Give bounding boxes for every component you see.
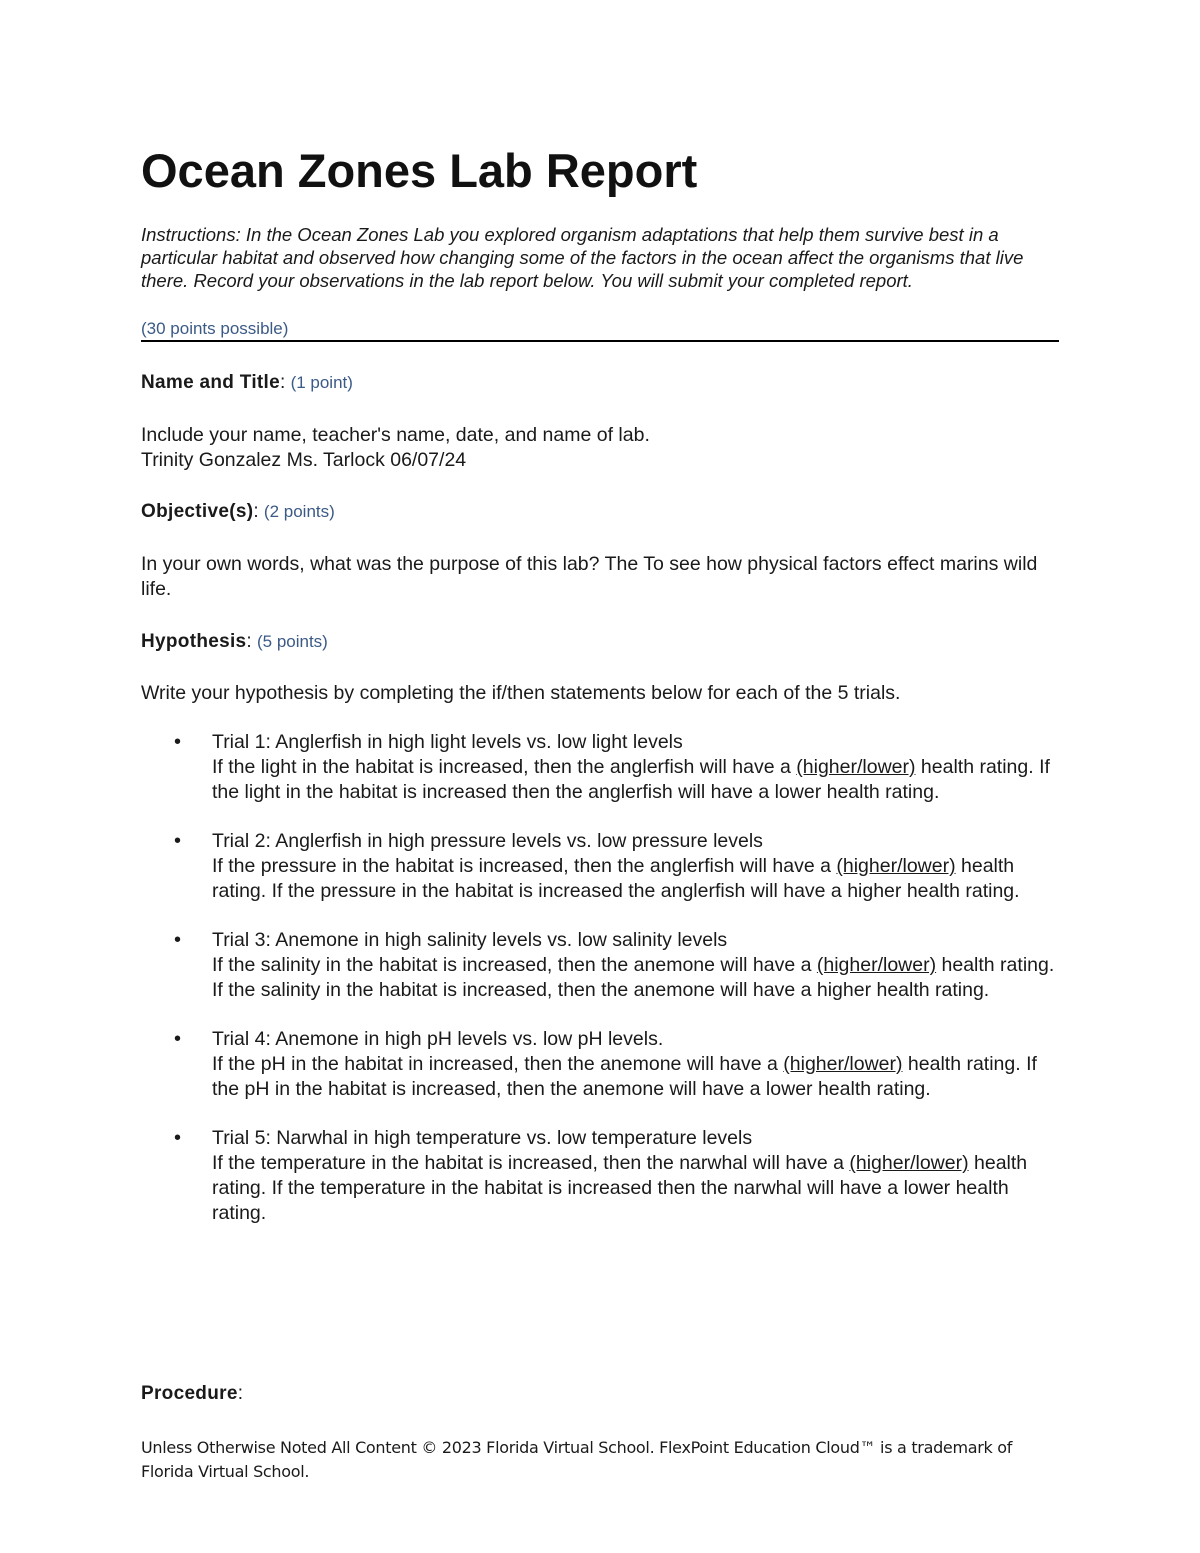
procedure-heading [141, 1382, 243, 1406]
trial-heading: Trial 2: Anglerfish in high pressure levels vs. low pressure levels [212, 830, 763, 852]
hypothesis-heading [141, 630, 328, 654]
trial-list [141, 730, 1059, 1250]
trial-answer: If the temperature in the habitat is increased then the narwhal will have a lower health rating. [212, 1177, 1009, 1224]
section-colon: : [237, 1383, 243, 1404]
objective-heading [141, 500, 335, 524]
section-colon: : [253, 501, 259, 522]
choice-placeholder: (higher/lower) [836, 855, 956, 877]
section-colon: : [280, 372, 286, 393]
bullet-icon: • [174, 1127, 182, 1149]
name-prompt: Include your name, teacher's name, date, and name of lab. [141, 424, 650, 446]
section-label: Procedure [141, 1383, 238, 1404]
trial-answer: If the pressure in the habitat is increased the anglerfish will have a higher health rating. [266, 880, 1020, 902]
trial-heading: Trial 3: Anemone in high salinity levels vs. low salinity levels [212, 929, 728, 951]
trial-heading: Trial 5: Narwhal in high temperature vs. low temperature levels [212, 1127, 753, 1149]
section-label: Hypothesis [141, 631, 247, 652]
trial-answer: If the pH in the habitat is increased, then the anemone will have a lower health rating. [212, 1053, 1037, 1100]
bullet-icon: • [174, 1028, 182, 1050]
trial-statement: If the pH in the habitat in increased, then the anemone will have a [212, 1053, 784, 1075]
name-answer: Trinity Gonzalez Ms. Tarlock 06/07/24 [141, 449, 467, 471]
objective-text: In your own words, what was the purpose of this lab? The To see how physical factors effect marins wild life. [141, 553, 1038, 600]
list-item [141, 1126, 1059, 1226]
list-item [141, 928, 1059, 1003]
section-colon: : [246, 631, 252, 652]
trial-statement-end: health rating. [212, 855, 1015, 902]
trial-statement-end: health rating. [936, 954, 1055, 976]
trial-statement: If the temperature in the habitat is increased, then the narwhal will have a [212, 1152, 850, 1174]
trial-statement: If the light in the habitat is increased, then the anglerfish will have a [212, 756, 797, 778]
list-item [141, 730, 1059, 805]
points-possible: (30 points possible) [141, 318, 1059, 342]
trial-statement: If the salinity in the habitat is increased, then the anemone will have a [212, 954, 817, 976]
choice-placeholder: (higher/lower) [816, 954, 937, 976]
trial-answer: If the salinity in the habitat is increased, then the anemone will have a higher health rating. [212, 979, 990, 1001]
section-label: Objective(s) [141, 501, 254, 522]
instructions-text: Instructions: In the Ocean Zones Lab you explored organism adaptations that help them survive best in a particular habitat and observed how changing some of the factors in the ocean affect the organisms that live there. Record your observations in the lab report below. You will submit your completed report. [141, 224, 1024, 291]
document-page [141, 0, 1059, 1553]
name-and-title-heading [141, 371, 353, 395]
bullet-icon: • [174, 830, 182, 852]
choice-placeholder: (higher/lower) [796, 756, 916, 778]
section-label: Name and Title [141, 372, 280, 393]
bullet-icon: • [174, 929, 182, 951]
trial-statement-end: health rating. [212, 1152, 1028, 1199]
hypothesis-prompt: Write your hypothesis by completing the if/then statements below for each of the 5 trials. [141, 682, 901, 704]
list-item [141, 829, 1059, 904]
section-points: (1 point) [290, 373, 353, 392]
section-points: (5 points) [256, 632, 328, 651]
trial-heading: Trial 1: Anglerfish in high light levels vs. low light levels [212, 731, 683, 753]
choice-placeholder: (higher/lower) [783, 1053, 903, 1075]
trial-answer: If the light in the habitat is increased then the anglerfish will have a lower health rating. [212, 756, 1050, 803]
list-item [141, 1027, 1059, 1102]
section-points: (2 points) [263, 502, 335, 521]
trial-statement-end: health rating. [902, 1053, 1021, 1075]
bullet-icon: • [174, 731, 182, 753]
choice-placeholder: (higher/lower) [849, 1152, 969, 1174]
copyright-footer: Unless Otherwise Noted All Content © 2023 Florida Virtual School. FlexPoint Education Cloud™ is a trademark of Florida Virtual School. [141, 1438, 1013, 1481]
trial-statement-end: health rating. [915, 756, 1034, 778]
document-title: Ocean Zones Lab Report [141, 144, 698, 197]
trial-heading: Trial 4: Anemone in high pH levels vs. low pH levels. [212, 1028, 664, 1050]
trial-statement: If the pressure in the habitat is increased, then the anglerfish will have a [212, 855, 837, 877]
